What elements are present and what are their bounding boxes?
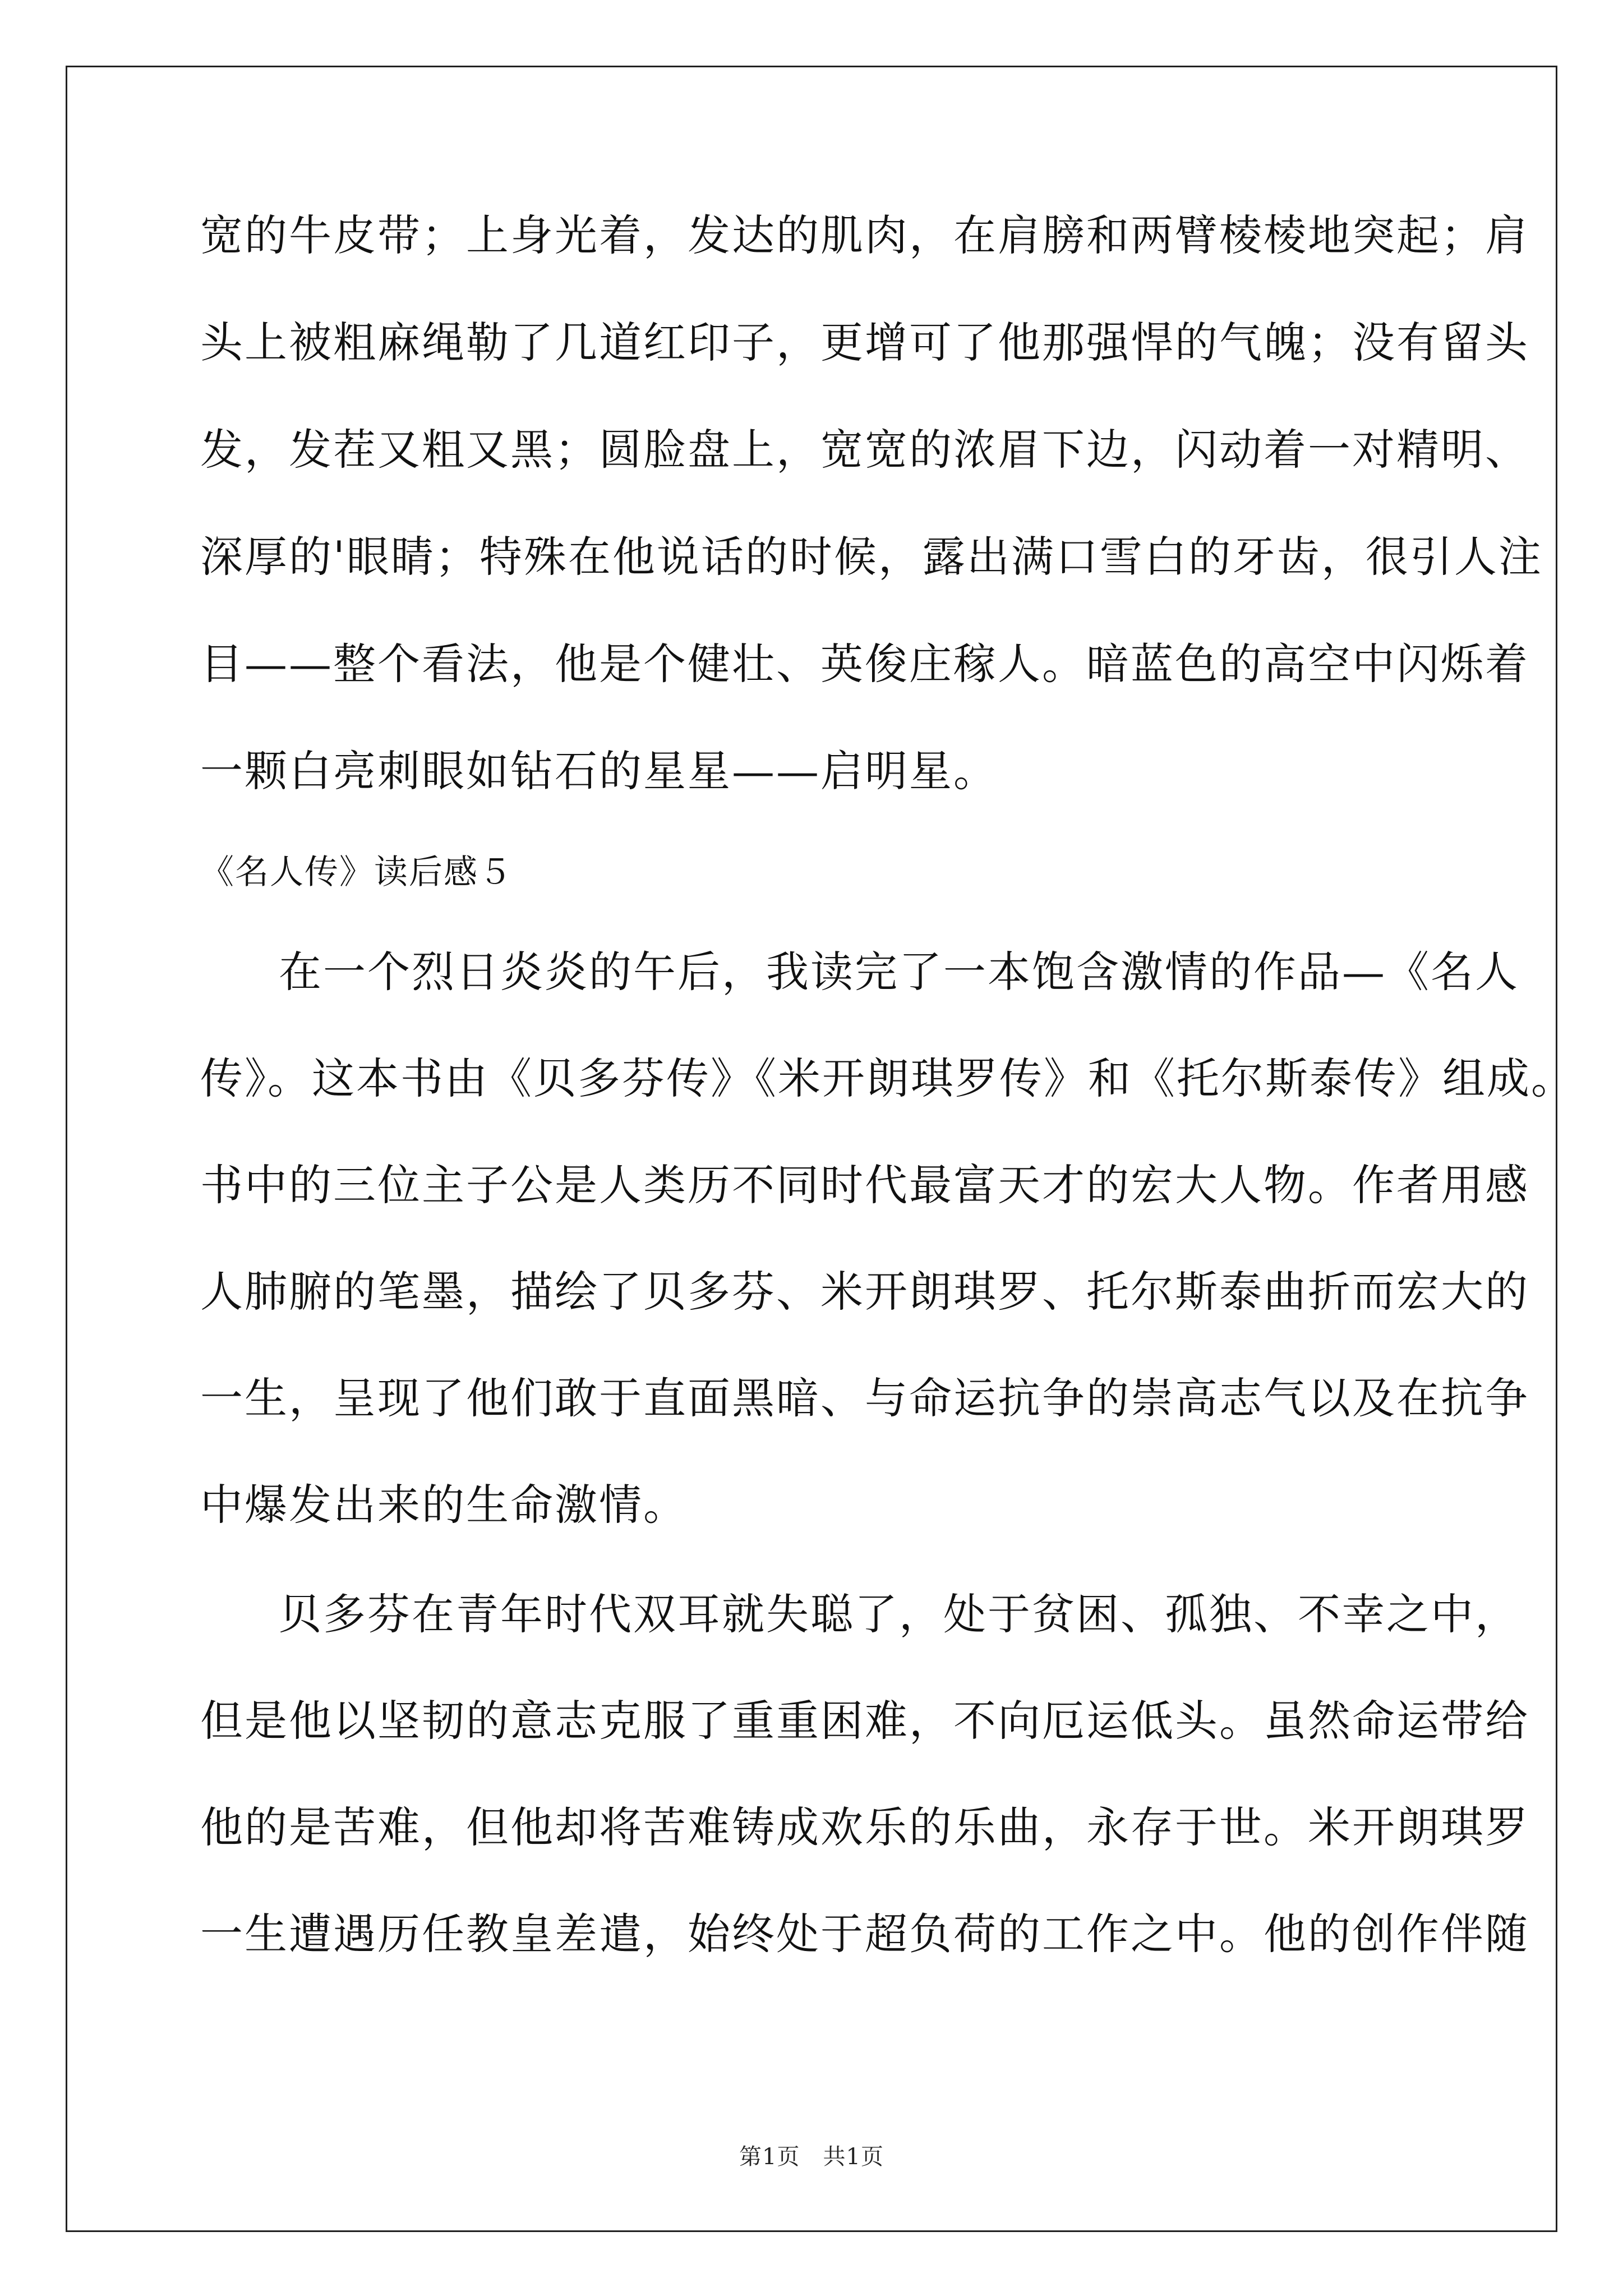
page-footer: 第1页 共1页 [739, 2144, 884, 2170]
text-line: 他的是苦难，但他却将苦难铸成欢乐的乐曲，永存于世。米开朗琪罗 [200, 1802, 1529, 1852]
text-line: 但是他以坚韧的意志克服了重重困难，不向厄运低头。虽然命运带给 [200, 1696, 1529, 1746]
text-line: 发，发茬又粗又黑；圆脸盘上，宽宽的浓眉下边，闪动着一对精明、 [200, 425, 1529, 475]
text-line: 传》。这本书由《贝多芬传》《米开朗琪罗传》和《托尔斯泰传》组成。 [200, 1053, 1575, 1103]
text-line: 人肺腑的笔墨，描绘了贝多芬、米开朗琪罗、托尔斯泰曲折而宏大的 [200, 1267, 1529, 1317]
text-line: 一生遭遇历任教皇差遣，始终处于超负荷的工作之中。他的创作伴随 [200, 1909, 1529, 1959]
text-line: 在一个烈日炎炎的午后，我读完了一本饱含激情的作品—《名人 [279, 947, 1519, 997]
text-line: 目——整个看法，他是个健壮、英俊庄稼人。暗蓝色的高空中闪烁着 [200, 639, 1529, 689]
text-line: 书中的三位主子公是人类历不同时代最富天才的宏大人物。作者用感 [200, 1160, 1529, 1210]
text-line: 深厚的'眼睛；特殊在他说话的时候，露出满口雪白的牙齿，很引人注 [200, 532, 1543, 582]
text-line: 头上被粗麻绳勒了几道红印子，更增可了他那强悍的气魄；没有留头 [200, 318, 1529, 367]
text-line: 中爆发出来的生命激情。 [200, 1480, 688, 1530]
text-line: 一生，呈现了他们敢于直面黑暗、与命运抗争的崇高志气以及在抗争 [200, 1373, 1529, 1423]
text-line: 宽的牛皮带；上身光着，发达的肌肉，在肩膀和两臂棱棱地突起；肩 [200, 210, 1529, 260]
section-heading: 《名人传》读后感５ [200, 853, 513, 892]
text-line: 贝多芬在青年时代双耳就失聪了，处于贫困、孤独、不幸之中， [279, 1589, 1519, 1639]
text-line: 一颗白亮刺眼如钻石的星星——启明星。 [200, 746, 998, 796]
